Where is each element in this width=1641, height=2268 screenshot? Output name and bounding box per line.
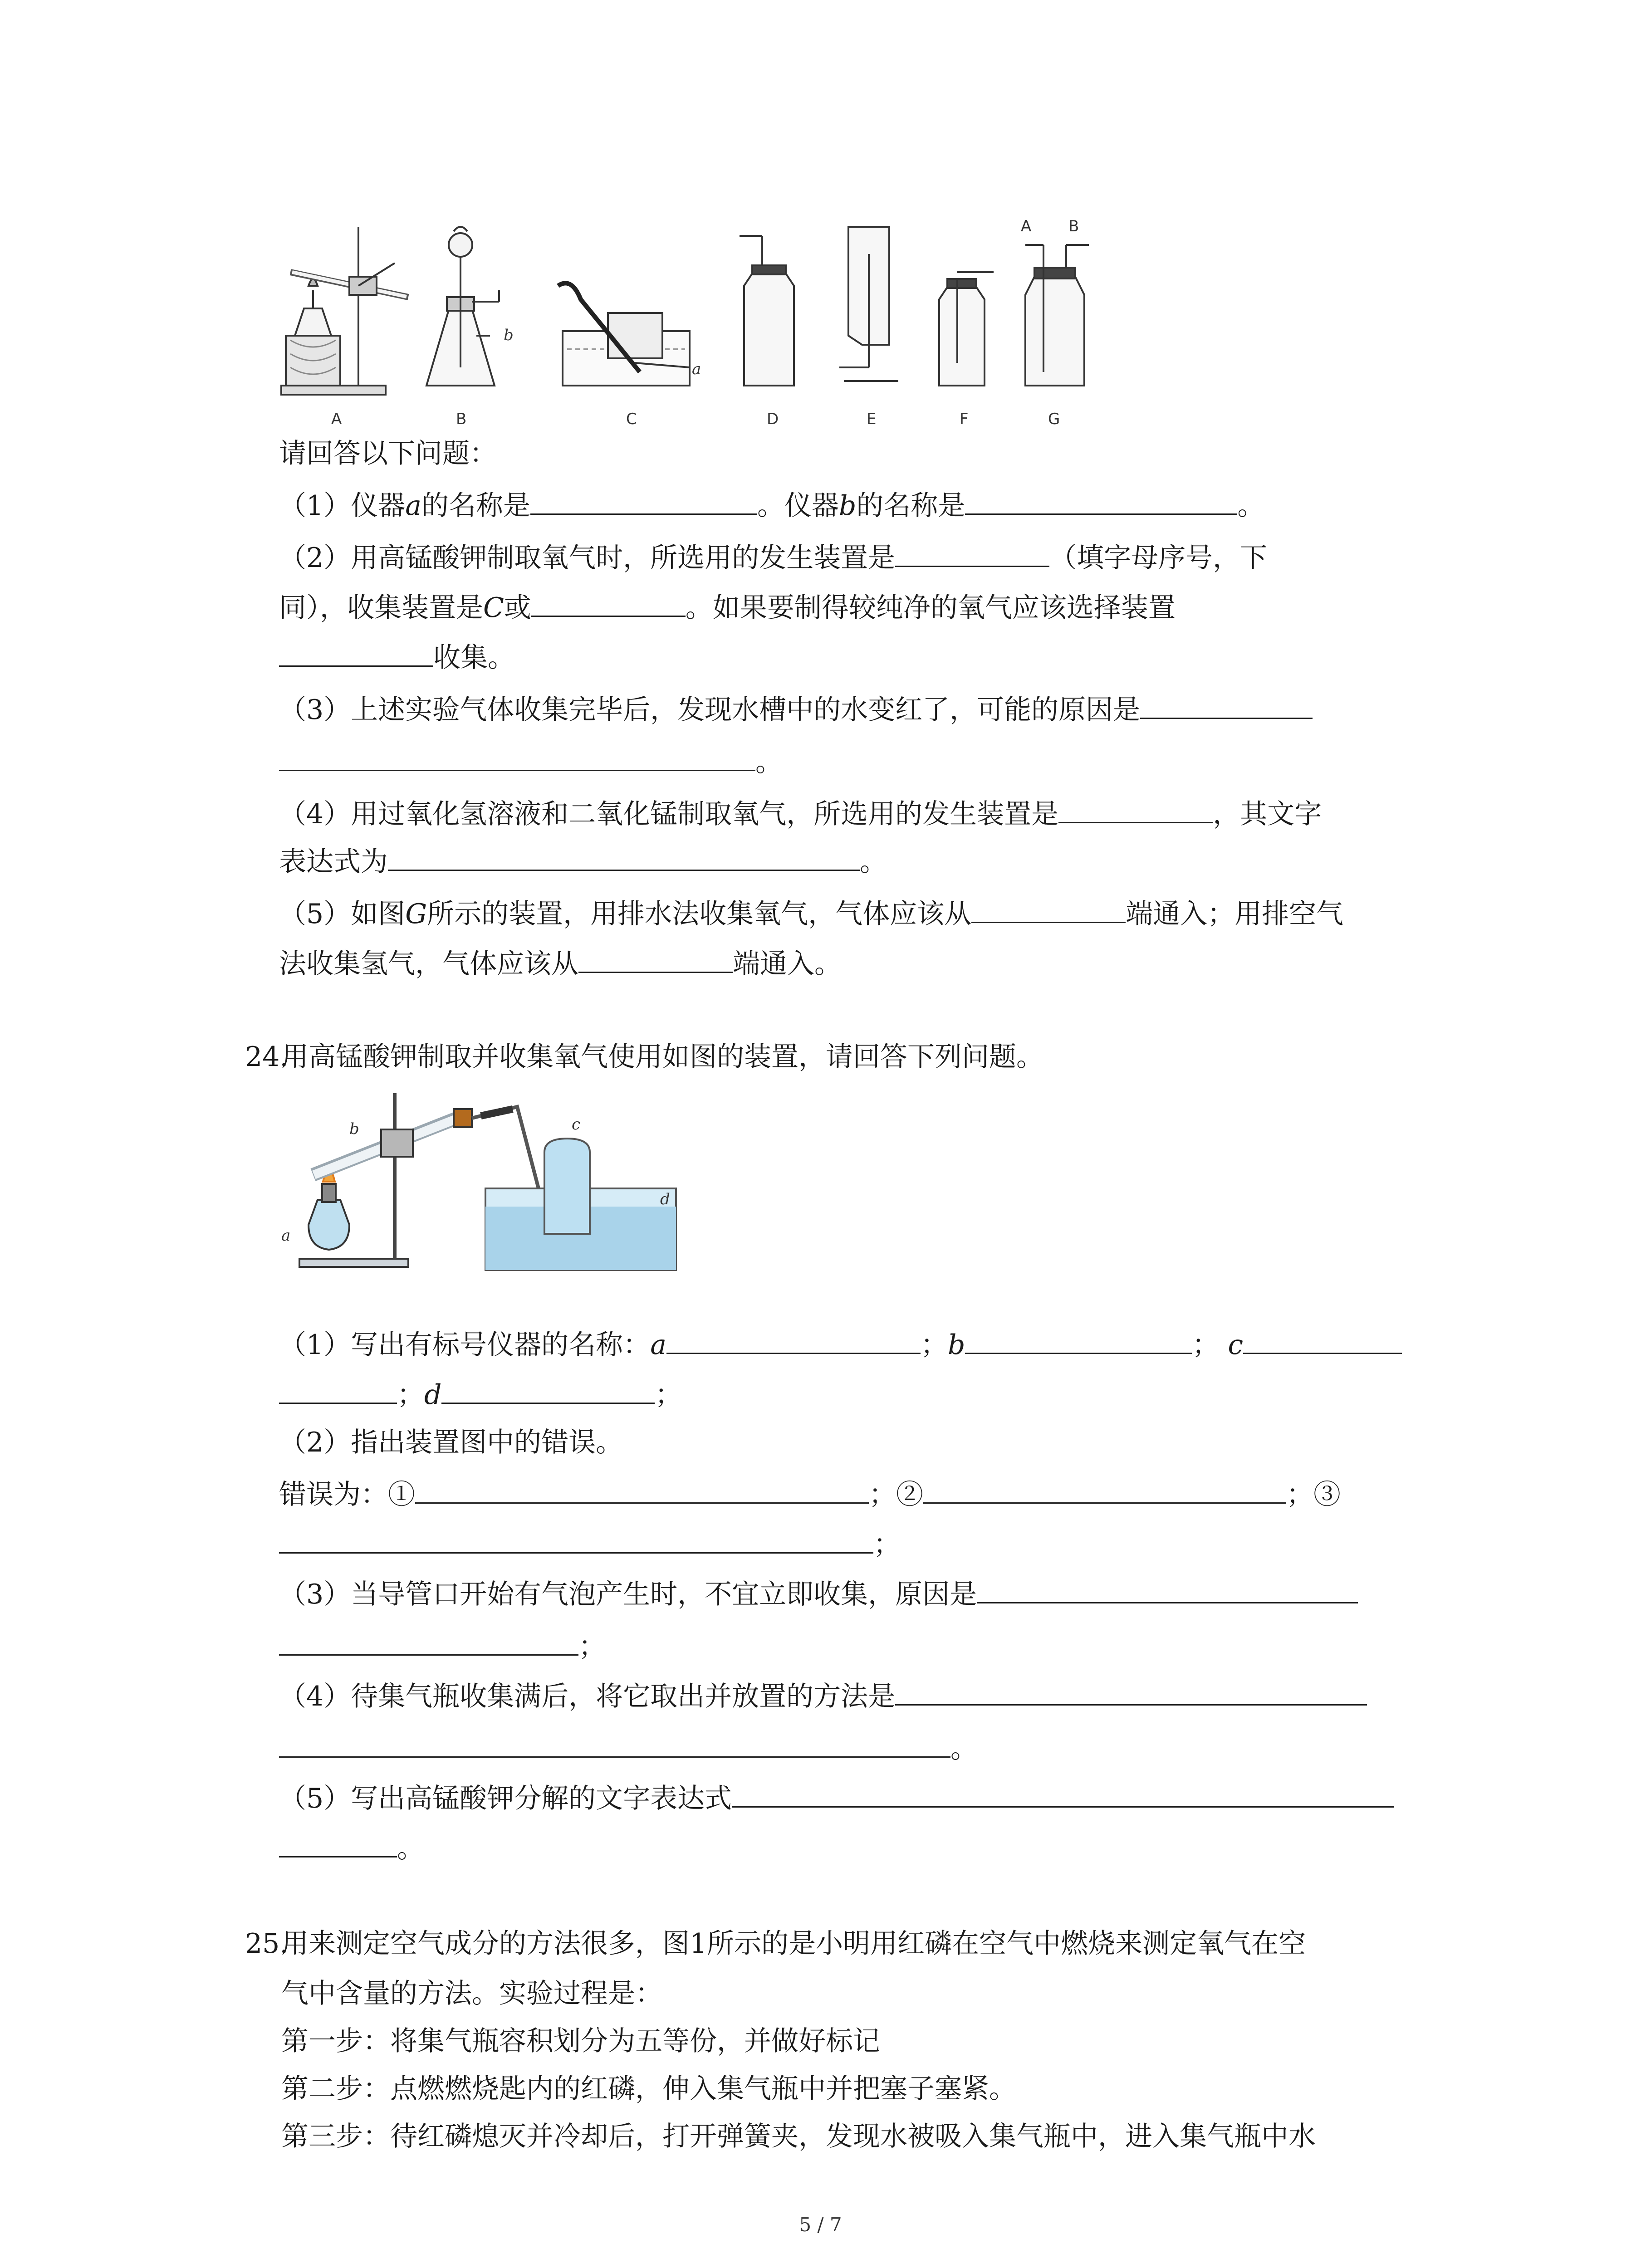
answer-blank[interactable] [965, 1325, 1192, 1354]
answer-blank[interactable] [531, 587, 686, 617]
q24-part1-line2: ；d ； [279, 1374, 682, 1413]
q25-line1: 25.用来测定空气成分的方法很多，图1所示的是小明用红磷在空气中燃烧来测定氧气在空 [245, 1928, 1306, 1960]
q24-part1-line1: （1）写出有标号仪器的名称：a ；b ； c [279, 1325, 1402, 1363]
answer-blank[interactable] [279, 1374, 397, 1404]
label-c: C [626, 410, 637, 428]
q24-stem: 24.用高锰酸钾制取并收集氧气使用如图的装置，请回答下列问题。 [245, 1041, 1043, 1073]
apparatus-f [939, 272, 994, 386]
apparatus-e [839, 227, 898, 381]
answer-blank[interactable] [279, 1728, 950, 1758]
q25-line3: 第一步：将集气瓶容积划分为五等份，并做好标记 [281, 2025, 880, 2057]
answer-blank[interactable] [977, 1574, 1358, 1603]
q24-part3-line1: （3）当导管口开始有气泡产生时，不宜立即收集，原因是 [279, 1574, 1358, 1613]
answer-blank[interactable] [666, 1325, 921, 1354]
q24-part4-line1: （4）待集气瓶收集满后，将它取出并放置的方法是 [279, 1676, 1367, 1715]
answer-blank[interactable] [923, 1474, 1286, 1504]
answer-blank[interactable] [279, 1524, 873, 1554]
answer-blank[interactable] [388, 841, 860, 871]
q24-part2: （2）指出装置图中的错误。 [279, 1427, 623, 1458]
answer-blank[interactable] [279, 742, 755, 771]
answer-blank[interactable] [895, 1676, 1367, 1706]
answer-blank[interactable] [732, 1778, 1394, 1808]
answer-blank[interactable] [279, 1626, 578, 1656]
q25-line5: 第三步：待红磷熄灭并冷却后，打开弹簧夹，发现水被吸入集气瓶中，进入集气瓶中水 [281, 2121, 1316, 2152]
part-label-g-a: A [1021, 218, 1032, 235]
part-label-b: b [504, 326, 514, 344]
label-e: E [867, 410, 877, 428]
q24-part5-line1: （5）写出高锰酸钾分解的文字表达式 [279, 1778, 1394, 1817]
fig-label-a: a [281, 1227, 291, 1245]
part-label-a: a [692, 360, 701, 378]
q25-line2: 气中含量的方法。实验过程是： [281, 1978, 662, 2009]
answer-blank[interactable] [971, 894, 1126, 923]
q23-part4-line1: （4）用过氧化氢溶液和二氧化锰制取氧气，所选用的发生装置是 ，其文字 [279, 794, 1322, 832]
answer-blank[interactable] [530, 485, 757, 515]
answer-blank[interactable] [1140, 689, 1313, 719]
q23-part2-line1: （2）用高锰酸钾制取氧气时，所选用的发生装置是 （填字母序号，下 [279, 538, 1267, 576]
q23-part2-line3: 收集。 [279, 637, 515, 676]
part-label-g-b: B [1068, 218, 1079, 235]
q23-part5-line1: （5）如图G所示的装置，用排水法收集氧气，气体应该从 端通入；用排空气 [279, 894, 1343, 932]
q25-line4: 第二步：点燃燃烧匙内的红磷，伸入集气瓶中并把塞子塞紧。 [281, 2073, 1016, 2105]
answer-blank[interactable] [415, 1474, 869, 1504]
answer-blank[interactable] [965, 485, 1237, 515]
fig-label-c: c [572, 1115, 581, 1134]
q24-part4-line2: 。 [279, 1728, 978, 1767]
q23-part3-line2: 。 [279, 742, 783, 780]
fig-label-b: b [349, 1120, 359, 1138]
apparatus-d [740, 236, 794, 386]
label-f: F [960, 410, 969, 428]
label-a: A [331, 410, 342, 428]
q23-part1: （1）仪器a的名称是 。仪器b的名称是 。 [279, 485, 1264, 524]
answer-blank[interactable] [441, 1374, 655, 1404]
page-number: 5 / 7 [799, 2214, 842, 2236]
apparatus-g [1025, 245, 1089, 386]
fig-label-d: d [660, 1190, 670, 1208]
potassium-permanganate-apparatus-figure [272, 1089, 681, 1279]
q23-part3-line1: （3）上述实验气体收集完毕后，发现水槽中的水变红了，可能的原因是 [279, 689, 1313, 728]
apparatus-b [426, 227, 499, 386]
q24-part2-errors-line2: ； [279, 1524, 901, 1563]
answer-blank[interactable] [1058, 794, 1213, 823]
q24-part2-errors-line1: 错误为：① ；② ；③ [279, 1474, 1341, 1513]
label-d: D [767, 410, 779, 428]
apparatus-c [558, 283, 690, 386]
q23-part5-line2: 法收集氢气，气体应该从 端通入。 [279, 943, 842, 982]
answer-blank[interactable] [895, 538, 1049, 567]
q23-intro: 请回答以下问题： [279, 438, 497, 469]
answer-blank[interactable] [1243, 1325, 1402, 1354]
answer-blank[interactable] [279, 637, 433, 667]
answer-blank[interactable] [279, 1828, 397, 1857]
q24-part3-line2: ； [279, 1626, 606, 1665]
label-b: B [456, 410, 467, 428]
q24-part5-line2: 。 [279, 1828, 424, 1867]
apparatus-figure-a-to-g [272, 218, 1134, 431]
q23-part4-line2: 表达式为 。 [279, 841, 887, 880]
answer-blank[interactable] [578, 943, 733, 973]
apparatus-a [281, 227, 408, 395]
label-g: G [1048, 410, 1060, 428]
q23-part2-line2: 同），收集装置是C或 。如果要制得较纯净的氧气应该选择装置 [279, 587, 1176, 626]
